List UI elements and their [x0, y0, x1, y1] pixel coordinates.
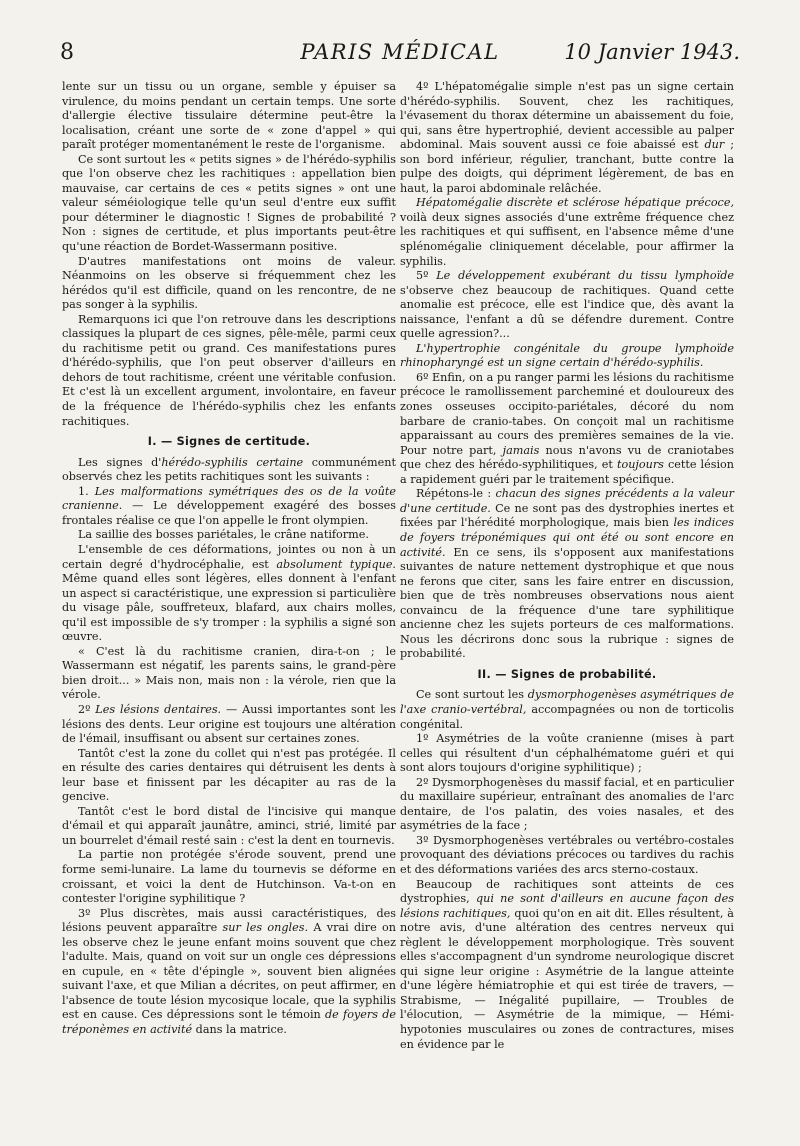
text: Même quand elles sont légères, elles donnent à l'enfant un aspect si caractéristique, une expression si particulière du visage pâle, souffreteux, blafard, aux chairs molles, qu'il est impossible de s'y tromper : la syphilis a signé son œuvre. [62, 572, 396, 644]
text: 4º L'hépatomégalie simple n'est pas un signe certain d'hérédo-syphilis. Souvent, chez les rachitiques, l'évasement du thorax détermine un abaissement du foie, qui, sans être hypertrophié, devient accessible au palper abdominal. Mais souvent aussi ce foie abaissé est [400, 80, 734, 152]
emphasis: hérédo-syphilis certaine [161, 455, 304, 469]
emphasis: sur les ongles. [222, 921, 309, 935]
text: — Le développement exagéré des bosses frontales réalise ce que l'on appelle le front olympien. [62, 499, 396, 527]
running-header [60, 38, 740, 70]
paragraph [62, 703, 396, 747]
paragraph: lente sur un tissu ou un organe, semble y épuiser sa virulence, du moins pendant un certain temps. Une sorte d'allergie élective tissulaire détermine peut-être la localisation, créant une sorte de « zone d'appel » qui paraît protéger momentanément le reste de l'organisme. [62, 80, 396, 152]
paragraph: Ce sont surtout les « petits signes » de l'hérédo-syphilis que l'on observe chez les rachitiques : appellation bien mauvaise, car certains de ces « petits signes » ont une valeur séméiologique telle qu'un seul d'entre eux suffit pour déterminer le diagnostic ! Signes de probabilité ? Non : signes de certitude, et plus importants peut-être qu'une réaction de Bordet-Wassermann positive. [62, 152, 396, 254]
text: voilà deux signes associés d'une extrême fréquence chez les rachitiques et qui suffisent, en l'absence même d'une splénomégalie cliniquement décelable, pour affirmer la syphilis. [400, 210, 734, 268]
paragraph: Tantôt c'est la zone du collet qui n'est pas protégée. Il en résulte des caries dentaires qui détruisent les dents à leur base et finissent par les décapiter au ras de la gencive. [62, 746, 396, 804]
page-number: 8 [60, 40, 74, 65]
paragraph: 1º Asymétries de la voûte cranienne (mises à part celles qui résultent d'un céphalhématome guéri et qui sont alors toujours d'origine syphilitique) ; [400, 732, 734, 775]
emphasis: dur [704, 138, 725, 152]
left-column [62, 80, 396, 1038]
emphasis: de foyers de tréponèmes en activité [62, 1008, 397, 1036]
paragraph: La saillie des bosses pariétales, le crâne natiforme. [78, 528, 369, 542]
text: A vrai dire on les observe chez le jeune enfant moins souvent que chez l'adulte. Mais, quand on voit sur un ongle ces dépressions en cupule, en « tête d'épingle », souvent bien alignées suivant l'axe, et que Milian a décrites, on peut affirmer, en l'absence de toute lésion mycosique locale, que la syphilis est en cause. Ces dépressions sont le témoin [62, 921, 396, 1022]
emphasis: les indices de foyers tréponémiques qui ont été ou sont encore en activité. [400, 516, 734, 559]
text: quoi qu'on en ait dit. Elles résultent, à notre avis, d'une altération des centres nerveux qui règlent le développement morphologique. Très souvent elles s'accompagnent d'un syndrome neurologique discret qui signe leur origine : Asymétrie de la langue atteinte d'une légère hémiatrophie et qui est tirée de travers, — Strabisme, — Inégalité pupillaire, — Troubles de l'élocution, — Asymétrie de la mimique, — Hémi-hypotonies musculaires ou zones de contractures, mises en évidence par le [400, 906, 734, 1051]
paragraph [400, 371, 734, 487]
paragraph [62, 485, 396, 529]
text: communément observés chez les petits rachitiques sont les suivants : [62, 455, 396, 484]
emphasis: Hépatomégalie discrète et sclérose hépatique précoce, [416, 196, 734, 210]
emphasis: Les lésions dentaires. [95, 702, 222, 716]
paragraph [62, 456, 396, 485]
text: 1. [78, 484, 95, 498]
paragraph [400, 269, 734, 342]
text: s'observe chez beaucoup de rachitiques. Quand cette anomalie est précoce, elle est l'indice que, dès avant la naissance, l'enfant a dû se défendre durement. Contre quelle agression?... [400, 283, 734, 341]
paragraph [400, 688, 734, 732]
text: ; son bord inférieur, régulier, tranchant, butte contre la pulpe des doigts, qui dépriment légèrement, de bas en haut, la paroi abdominale relâchée. [400, 138, 734, 195]
text: 2º [78, 702, 96, 716]
paragraph [62, 543, 396, 645]
paragraph [62, 907, 396, 1038]
text: 6º Enfin, on a pu ranger parmi les lésions du rachitisme précoce le ramollissement parcheminé et douloureux des zones osseuses occipito-pariétales, décoré du nom barbare de cranio-tabes. On conçoit mal un rachitisme apparaissant au cours des premières semaines de la vie. Pour notre part, [400, 370, 734, 457]
emphasis: L'hypertrophie congénitale du groupe lymphoïde rhinopharyngé est un signe certain d'hérédo-syphilis. [400, 341, 734, 370]
text: En ce sens, ils s'opposent aux manifestations suivantes de nature nettement dystrophique et que nous ne ferons que citer, sans les faire entrer en discussion, bien que de très nombreuses observations nous aient convaincu de la fréquence d'une tare syphilitique ancienne chez les sujets porteurs de ces malformations. Nous les décrirons donc sous la rubrique : signes de probabilité. [400, 545, 734, 661]
text: nous n'avons vu de craniotabes que chez des hérédo-syphilitiques, et [400, 443, 735, 472]
paragraph: « C'est là du rachitisme cranien, dira-t-on ; le Wassermann est négatif, les parents sains, le grand-père bien droit... » Mais non, mais non : la vérole, rien que la vérole. [62, 644, 396, 702]
paragraph: La partie non protégée s'érode souvent, prend une forme semi-lunaire. La lame du tournevis se déforme en croissant, et voici la dent de Hutchinson. Va-t-on en contester l'origine syphilitique ? [62, 848, 396, 906]
emphasis: dysmorphogenèses asymétriques de l'axe cranio-vertébral, [400, 688, 735, 716]
paragraph: Tantôt c'est le bord distal de l'incisive qui manque d'émail et qui apparaît jaunâtre, aminci, strié, limité par un bourrelet d'émail resté sain : c'est la dent en tournevis. [62, 804, 396, 847]
text: dans la matrice. [192, 1023, 287, 1036]
text: Ce sont surtout les [416, 688, 528, 702]
emphasis: absolument typique. [276, 557, 396, 571]
text: Les signes d' [78, 455, 162, 469]
emphasis: qui ne sont d'ailleurs en aucune façon des lésions rachitiques, [400, 892, 734, 920]
paragraph: D'autres manifestations ont moins de valeur. Néanmoins on les observe si fréquemment chez les hérédos qu'il est difficile, quand on les rencontre, de ne pas songer à la syphilis. [62, 254, 396, 312]
text: accompagnées ou non de torticolis congénital. [400, 702, 734, 731]
emphasis: toujours [616, 458, 664, 472]
paragraph [400, 878, 734, 1053]
paragraph [400, 196, 734, 269]
paragraph: 3º Dysmorphogenèses vertébrales ou vertébro-costales provoquant des déviations précoces ou tardives du rachis et des déformations variées des arcs sterno-costaux. [400, 833, 734, 876]
section-heading-certitude: I. — Signes de certitude. [147, 435, 311, 449]
journal-title: PARIS MÉDICAL [300, 40, 500, 64]
text: cette lésion a rapidement guéri par le traitement spécifique. [400, 458, 735, 486]
right-column [400, 80, 734, 1052]
text: Répétons-le : [416, 487, 496, 501]
text: L'ensemble de ces déformations, jointes ou non à un certain degré d'hydrocéphalie, est [62, 542, 396, 571]
text: 3º Plus discrètes, mais aussi caractéristiques, des lésions peuvent apparaître [62, 906, 396, 935]
paragraph [400, 80, 734, 196]
text: Ce ne sont pas des dystrophies inertes et fixées par l'hérédité morphologique, mais bien [400, 501, 734, 530]
paragraph: Remarquons ici que l'on retrouve dans les descriptions classiques la plupart de ces signes, pêle-mêle, parmi ceux du rachitisme petit ou grand. Ces manifestations pures d'hérédo-syphilis, que l'on peut observer d'ailleurs en dehors de tout rachitisme, créent une véritable confusion. Et c'est là un excellent argument, involontaire, en faveur de la fréquence de l'hérédo-syphilis chez les enfants rachitiques. [62, 312, 396, 428]
text: — Aussi importantes sont les lésions des dents. Leur origine est toujours une altération de l'émail, insuffisant ou absent sur certaines zones. [62, 702, 397, 746]
section-heading-probabilite: II. — Signes de probabilité. [477, 667, 657, 681]
emphasis: jamais [502, 443, 540, 457]
paragraph [400, 487, 734, 662]
emphasis: chacun des signes précédents a la valeur d'une certitude. [400, 487, 734, 515]
text: Beaucoup de rachitiques sont atteints de ces dystrophies, [400, 877, 734, 906]
paragraph [400, 342, 734, 371]
issue-date: 10 Janvier 1943. [564, 40, 740, 64]
paragraph: 2º Dysmorphogenèses du massif facial, et en particulier du maxillaire supérieur, entraînant des anomalies de l'arc dentaire, de l'os palatin, des voies nasales, et des asymétries de la face ; [400, 775, 734, 833]
emphasis: Les malformations symétriques des os de la voûte cranienne. [62, 484, 396, 513]
text: 5º [416, 269, 437, 283]
emphasis: Le développement exubérant du tissu lymphoïde [436, 269, 734, 283]
